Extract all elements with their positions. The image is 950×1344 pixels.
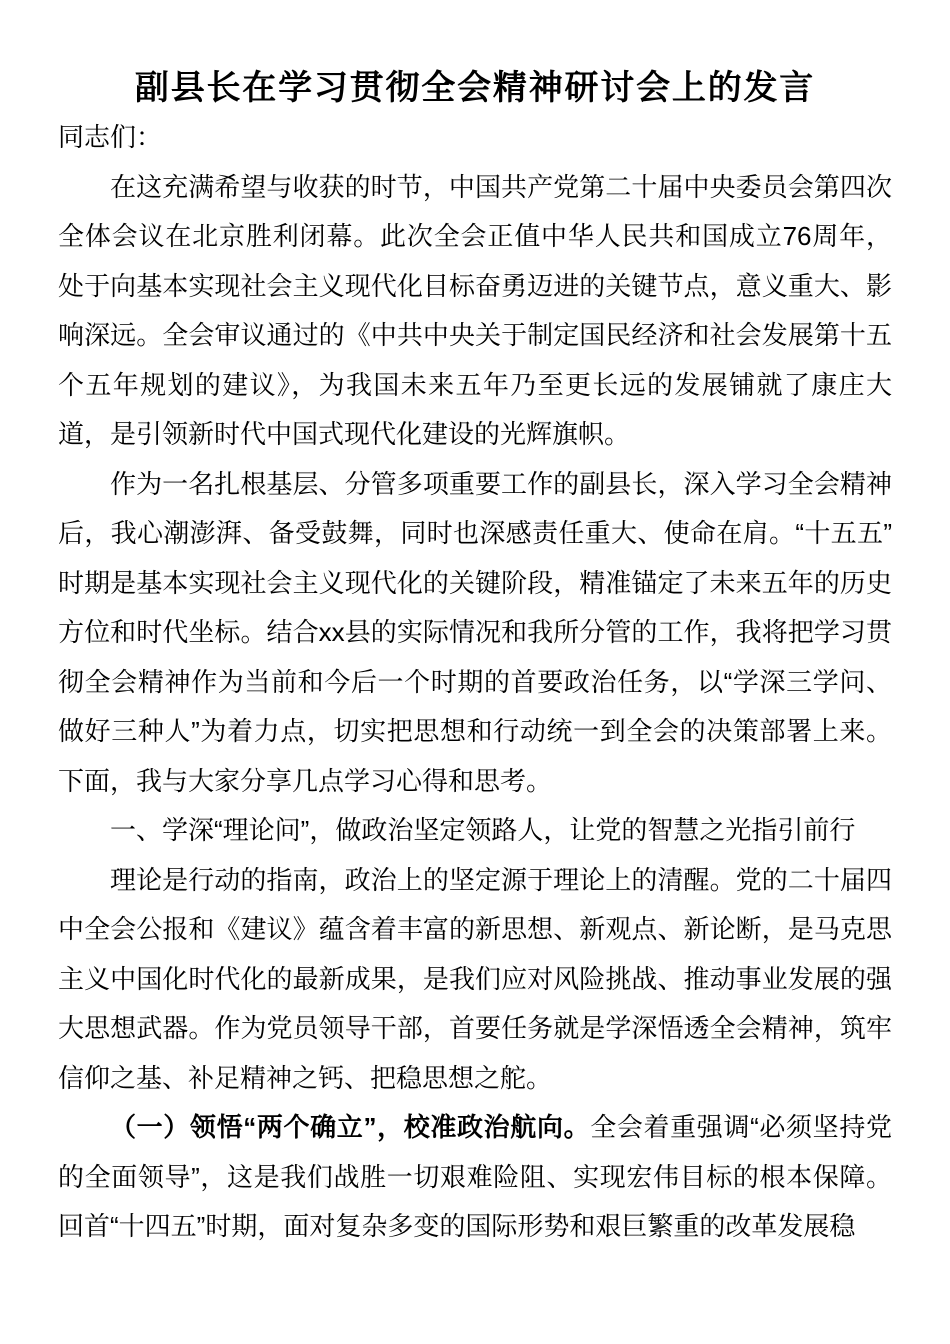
section-heading (58, 806, 892, 856)
paragraph (58, 1103, 892, 1252)
document-body (58, 113, 892, 1252)
salutation: 同志们： (58, 122, 163, 152)
paragraph-text: 一、学深“理论问”，做政治坚定领路人，让党的智慧之光指引前行 (110, 815, 856, 845)
paragraph (58, 856, 892, 1104)
paragraph-text: 作为一名扎根基层、分管多项重要工作的副县长，深入学习全会精神后，我心潮澎湃、备受鼓舞，同时也深感责任重大、使命在肩。“十五五”时期是基本实现社会主义现代化的关键阶段，精准锚定了未来五年的历史方位和时代坐标。结合xx县的实际情况和我所分管的工作，我将把学习贯彻全会精神作为当前和今后一个时期的首要政治任务，以“学深三学问、做好三种人”为着力点，切实把思想和行动统一到全会的决策部署上来。下面，我与大家分享几点学习心得和思考。 (58, 468, 892, 796)
paragraph-list (58, 163, 892, 1252)
paragraph-lead: （一）领悟“两个确立”，校准政治航向。 (110, 1112, 591, 1142)
paragraph-text: 全会着重强调“必须坚持党的全面领导”，这是我们战胜一切艰难险阻、实现宏伟目标的根本保障。回首“十四五”时期，面对复杂多变的国际形势和艰巨繁重的改革发展稳 (58, 1112, 892, 1241)
paragraph (58, 163, 892, 460)
document-title: 副县长在学习贯彻全会精神研讨会上的发言 (134, 69, 816, 107)
paragraph-text: 理论是行动的指南，政治上的坚定源于理论上的清醒。党的二十届四中全会公报和《建议》蕴含着丰富的新思想、新观点、新论断，是马克思主义中国化时代化的最新成果，是我们应对风险挑战、推动事业发展的强大思想武器。作为党员领导干部，首要任务就是学深悟透全会精神，筑牢信仰之基、补足精神之钙、把稳思想之舵。 (58, 864, 892, 1093)
paragraph (58, 460, 892, 807)
paragraph-text: 在这充满希望与收获的时节，中国共产党第二十届中央委员会第四次全体会议在北京胜利闭幕。此次全会正值中华人民共和国成立76周年，处于向基本实现社会主义现代化目标奋勇迈进的关键节点，意义重大、影响深远。全会审议通过的《中共中央关于制定国民经济和社会发展第十五个五年规划的建议》，为我国未来五年乃至更长远的发展铺就了康庄大道，是引领新时代中国式现代化建设的光辉旗帜。 (58, 171, 892, 449)
